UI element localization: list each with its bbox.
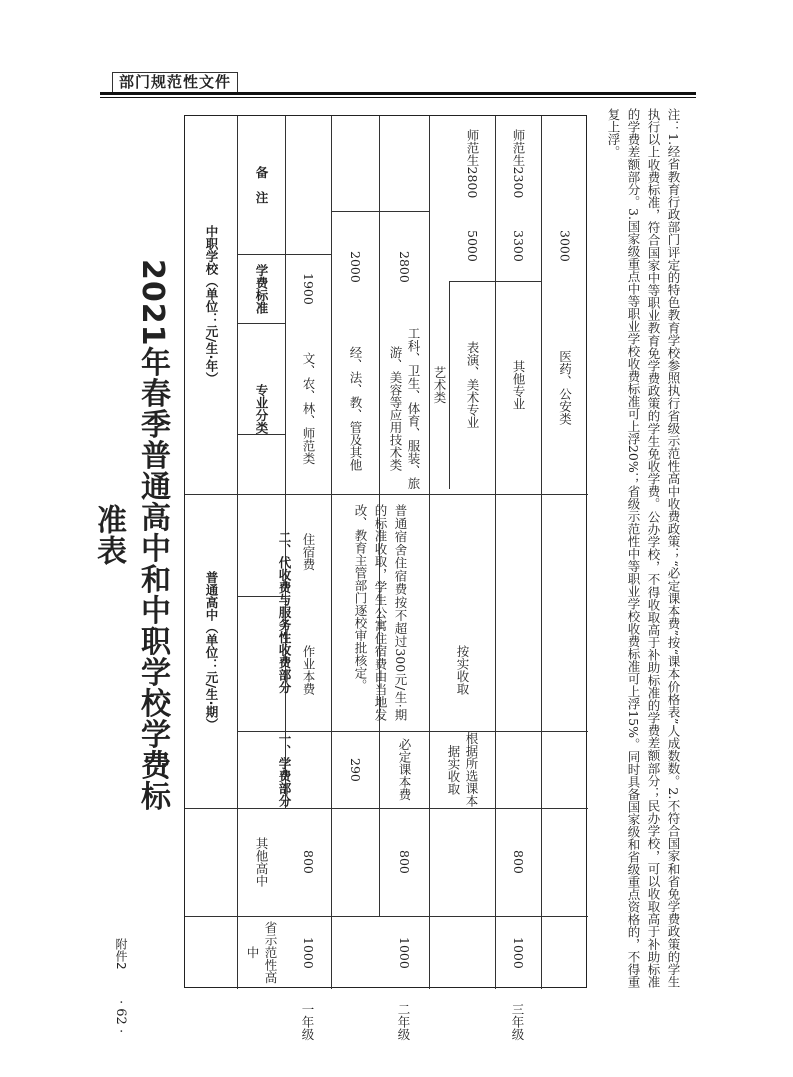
fee-table <box>184 115 587 1009</box>
vt-fee-4: 5000 <box>465 230 480 262</box>
vt-fee-2: 2000 <box>348 251 363 283</box>
g3-other: 800 <box>511 850 526 874</box>
header-rule <box>100 92 696 95</box>
hs-col-homework: 作业本费 <box>301 645 316 695</box>
grade-2: 二年级 <box>396 1003 411 1041</box>
grade-3: 三年级 <box>510 1003 525 1041</box>
vt-fee-5: 3300 <box>511 230 526 262</box>
vt-note-2 <box>331 116 379 211</box>
hs-col-textbook: 必定课本费 <box>397 738 412 801</box>
vt-note-5: 师范生2300 <box>511 128 526 199</box>
vt-fee-1: 1900 <box>301 272 316 305</box>
vt-col-note: 备 注 <box>254 166 269 204</box>
notes <box>601 108 683 988</box>
g2-other: 800 <box>397 850 412 874</box>
vt-col-fee: 学费标准 <box>254 263 269 314</box>
vt-category-3: 工科、卫生、体育、服装、旅游、美容等应用技术类 <box>388 327 421 490</box>
hs-col-other: 其他高中 <box>254 837 269 887</box>
hs-dorm-value: 普通宿舍住宿费按不超过300元/生·期的标准收取，学生公寓住宿费由当地发改、教育主管部门逐校审批核定。 <box>353 504 408 721</box>
vt-note-1 <box>285 116 331 254</box>
hs-service-header: 二、代收费与服务性收费部分 <box>277 531 292 694</box>
vt-fee-3: 2800 <box>397 251 412 283</box>
vt-category-2: 经、法、教、管及其他 <box>348 346 363 471</box>
vt-category-4: 表演、美术专业 <box>465 341 480 429</box>
page-number: · 62 · <box>113 1000 128 1034</box>
vt-header: 中职学校（单位：元/生·年） <box>204 225 219 385</box>
hs-homework-value: 按实收取 <box>455 645 470 695</box>
hs-tuition-header: 一、学费部分 <box>277 732 292 807</box>
vt-category-1: 文、农、林、师范类 <box>301 352 316 465</box>
vt-note-6 <box>541 116 588 211</box>
g2-textbook: 根据所选课本据实收取 <box>446 732 479 807</box>
vt-note-3 <box>379 116 429 211</box>
grade-1: 一年级 <box>300 1003 315 1041</box>
attachment-label: 附件2 <box>114 938 128 970</box>
vt-art-group: 艺术类 <box>432 366 447 404</box>
g3-prov: 1000 <box>511 936 526 969</box>
notes-text: 注：1.经省教育行政部门评定的特色教育学校参照执行省级示范性高中收费政策；“必定课本费”按“课本价格表”人成数数。2.不符合国家和省免学费政策的学生执行以上收费标准，符合国家中等职业教育免学费政策的学生免收学费。公办学校，不得收取高于补助标准的学费差额部分；民办学校，可以收取高于补助标准的学费差额部分。3.国家级重点中等职业学校收费标准可上浮20%；省级示范性中等职业学校收费标准可上浮15%。同时具备国家级和省级重点资格的，不得重复上浮。 <box>606 108 681 988</box>
hs-col-prov: 省示范性高 中 <box>245 921 278 1009</box>
vt-category-5: 其他专业 <box>511 360 526 410</box>
g2-prov: 1000 <box>397 936 412 969</box>
g1-textbook: 290 <box>348 757 363 782</box>
g1-other: 800 <box>301 850 316 874</box>
header-rule-thin <box>100 97 696 98</box>
page-title: 2021年春季普通高中和中职学校学费标准表 <box>91 258 170 812</box>
g1-prov: 1000 <box>301 936 316 969</box>
hs-header: 普通高中（单位：元/生·期） <box>204 571 219 731</box>
vt-col-category: 专业分类 <box>254 383 269 434</box>
vt-note-4: 师范生2800 <box>465 128 480 199</box>
vt-fee-6: 3000 <box>557 230 573 262</box>
hs-col-dorm: 住宿费 <box>301 532 316 571</box>
vt-category-6: 医药、公安类 <box>557 350 573 425</box>
section-tag: 部门规范性文件 <box>112 72 238 93</box>
